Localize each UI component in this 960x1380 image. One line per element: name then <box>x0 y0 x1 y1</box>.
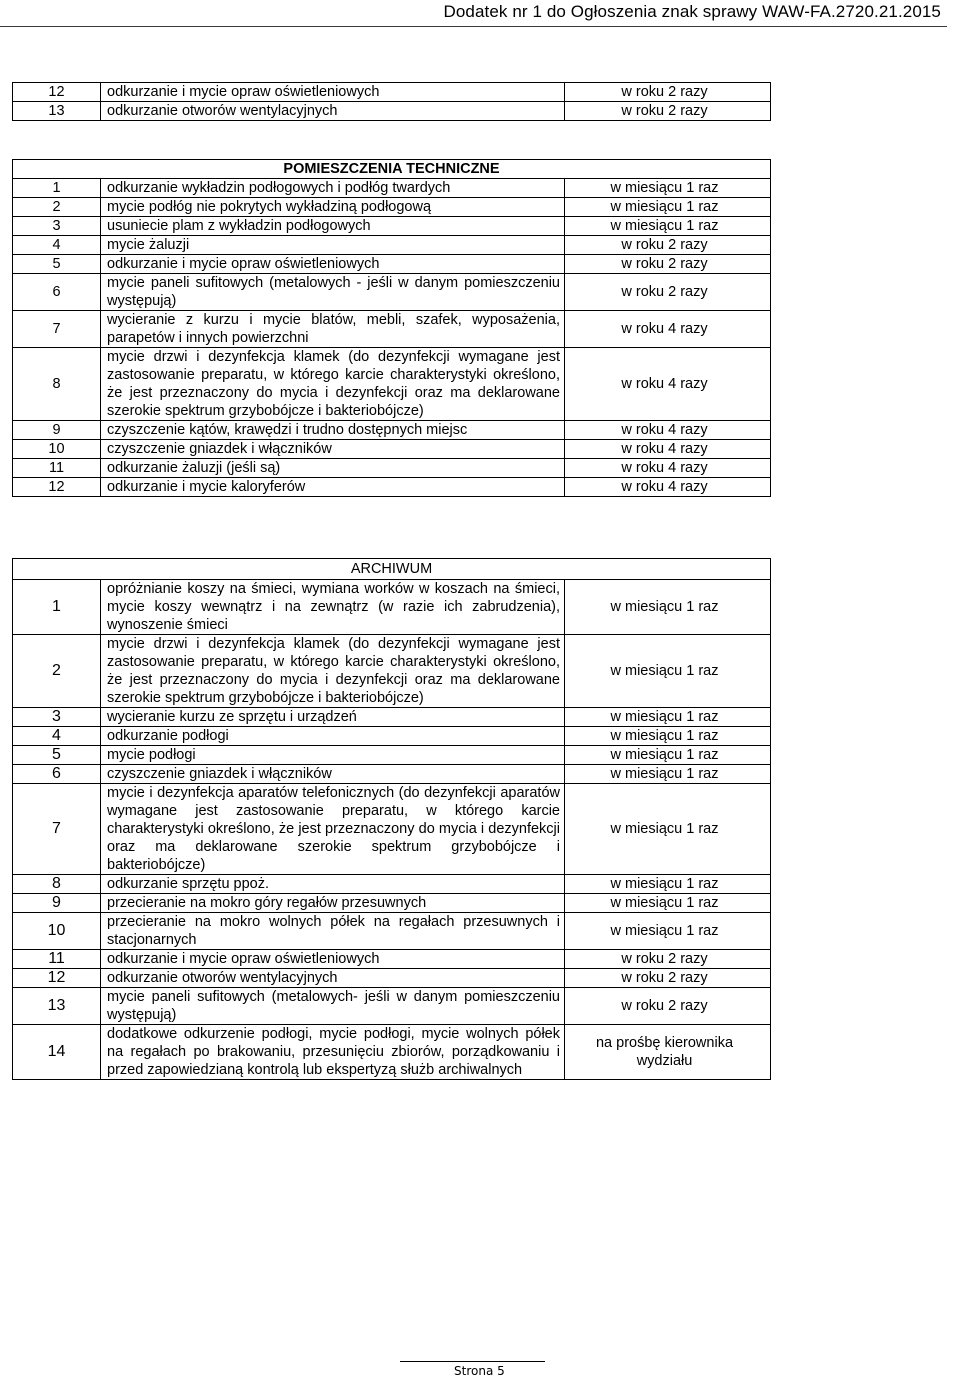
row-description: czyszczenie kątów, krawędzi i trudno dostępnych miejsc <box>101 421 565 440</box>
table-continuation <box>12 82 771 121</box>
row-description: mycie i dezynfekcja aparatów telefonicznych (do dezynfekcji aparatów wymagane jest zastosowanie preparatu, w którego karcie charakterystyki określono, że jest przeznaczony do mycia i dezynfekcji oraz ma deklarowane szerokie spektrum grzybobójcze i bakteriobójcze) <box>101 784 565 875</box>
row-frequency: w miesiącu 1 raz <box>565 198 771 217</box>
row-description: odkurzanie i mycie opraw oświetleniowych <box>101 255 565 274</box>
row-frequency: w roku 2 razy <box>565 274 771 311</box>
row-number: 8 <box>13 348 101 421</box>
row-description: odkurzanie podłogi <box>101 727 565 746</box>
table-title-row <box>13 559 771 580</box>
row-frequency: w miesiącu 1 raz <box>565 580 771 635</box>
row-description: czyszczenie gniazdek i włączników <box>101 765 565 784</box>
row-number: 4 <box>13 727 101 746</box>
row-description: odkurzanie żaluzji (jeśli są) <box>101 459 565 478</box>
row-description: wycieranie kurzu ze sprzętu i urządzeń <box>101 708 565 727</box>
row-description: mycie drzwi i dezynfekcja klamek (do dezynfekcji wymagane jest zastosowanie preparatu, w którego karcie charakterystyki określono, że jest przeznaczony do mycia i dezynfekcji oraz ma deklarowane szerokie spektrum grzybobójcze i bakteriobójcze) <box>101 348 565 421</box>
row-frequency: w miesiącu 1 raz <box>565 708 771 727</box>
table-row <box>13 746 771 765</box>
row-description: mycie podłogi <box>101 746 565 765</box>
row-frequency: w miesiącu 1 raz <box>565 784 771 875</box>
row-number: 8 <box>13 875 101 894</box>
row-number: 10 <box>13 440 101 459</box>
row-number: 10 <box>13 913 101 950</box>
row-number: 1 <box>13 179 101 198</box>
table-row <box>13 950 771 969</box>
row-frequency: w roku 4 razy <box>565 478 771 497</box>
row-description: mycie podłóg nie pokrytych wykładziną podłogową <box>101 198 565 217</box>
row-description: usuniecie plam z wykładzin podłogowych <box>101 217 565 236</box>
row-frequency: w roku 2 razy <box>565 83 771 102</box>
row-description: opróżnianie koszy na śmieci, wymiana worków w koszach na śmieci, mycie koszy wewnątrz i na zewnątrz (w razie ich zabrudzenia), wynoszenie śmieci <box>101 580 565 635</box>
row-number: 2 <box>13 635 101 708</box>
row-frequency: w roku 2 razy <box>565 969 771 988</box>
row-frequency: w roku 4 razy <box>565 440 771 459</box>
row-description: odkurzanie wykładzin podłogowych i podłóg twardych <box>101 179 565 198</box>
footer-rule <box>400 1361 545 1362</box>
table-row <box>13 875 771 894</box>
row-description: odkurzanie i mycie opraw oświetleniowych <box>101 83 565 102</box>
row-number: 2 <box>13 198 101 217</box>
row-frequency: w miesiącu 1 raz <box>565 765 771 784</box>
table-row <box>13 102 771 121</box>
row-description: wycieranie z kurzu i mycie blatów, mebli, szafek, wyposażenia, parapetów i innych powierzchni <box>101 311 565 348</box>
row-frequency: w roku 2 razy <box>565 102 771 121</box>
row-number: 13 <box>13 102 101 121</box>
table-row <box>13 708 771 727</box>
table-row <box>13 440 771 459</box>
row-number: 3 <box>13 708 101 727</box>
row-number: 13 <box>13 988 101 1025</box>
row-number: 5 <box>13 255 101 274</box>
row-frequency: w roku 2 razy <box>565 255 771 274</box>
row-description: mycie paneli sufitowych (metalowych- jeśli w danym pomieszczeniu występują) <box>101 988 565 1025</box>
page-number: Strona 5 <box>454 1364 505 1378</box>
row-frequency: w miesiącu 1 raz <box>565 635 771 708</box>
row-number: 3 <box>13 217 101 236</box>
table-row <box>13 421 771 440</box>
row-frequency: w miesiącu 1 raz <box>565 217 771 236</box>
row-description: odkurzanie sprzętu ppoż. <box>101 875 565 894</box>
row-frequency: w roku 4 razy <box>565 421 771 440</box>
row-description: dodatkowe odkurzenie podłogi, mycie podłogi, mycie wolnych półek na regałach po brakowaniu, przesunięciu zbiorów, porządkowaniu i przed zapowiedzianą kontrolą lub ekspertyzą służb archiwalnych <box>101 1025 565 1080</box>
table-archiwum <box>12 558 771 1080</box>
row-number: 6 <box>13 274 101 311</box>
row-frequency: w roku 4 razy <box>565 311 771 348</box>
row-frequency: na prośbę kierownika wydziału <box>565 1025 771 1080</box>
row-frequency: w roku 2 razy <box>565 988 771 1025</box>
table-row <box>13 765 771 784</box>
row-frequency: w miesiącu 1 raz <box>565 179 771 198</box>
row-frequency: w roku 4 razy <box>565 459 771 478</box>
row-number: 12 <box>13 83 101 102</box>
row-frequency: w roku 2 razy <box>565 236 771 255</box>
row-frequency: w miesiącu 1 raz <box>565 727 771 746</box>
row-number: 5 <box>13 746 101 765</box>
table-pomieszczenia-techniczne <box>12 159 771 497</box>
page-header <box>0 0 947 27</box>
table-row <box>13 894 771 913</box>
row-frequency: w miesiącu 1 raz <box>565 746 771 765</box>
header-title: Dodatek nr 1 do Ogłoszenia znak sprawy WAW-FA.2720.21.2015 <box>443 2 941 21</box>
row-description: odkurzanie otworów wentylacyjnych <box>101 102 565 121</box>
row-number: 9 <box>13 894 101 913</box>
row-description: przecieranie na mokro wolnych półek na regałach przesuwnych i stacjonarnych <box>101 913 565 950</box>
table-row <box>13 580 771 635</box>
table-row <box>13 635 771 708</box>
table-row <box>13 1025 771 1080</box>
row-number: 12 <box>13 478 101 497</box>
section-title: POMIESZCZENIA TECHNICZNE <box>13 160 771 179</box>
table-row <box>13 274 771 311</box>
row-description: mycie paneli sufitowych (metalowych - jeśli w danym pomieszczeniu występują) <box>101 274 565 311</box>
row-description: mycie żaluzji <box>101 236 565 255</box>
row-frequency: w miesiącu 1 raz <box>565 894 771 913</box>
table-row <box>13 236 771 255</box>
table-row <box>13 478 771 497</box>
table-row <box>13 198 771 217</box>
table-row <box>13 459 771 478</box>
row-description: odkurzanie i mycie opraw oświetleniowych <box>101 950 565 969</box>
table-row <box>13 727 771 746</box>
table-row <box>13 784 771 875</box>
row-number: 7 <box>13 784 101 875</box>
row-number: 6 <box>13 765 101 784</box>
table-row <box>13 179 771 198</box>
row-number: 7 <box>13 311 101 348</box>
row-number: 11 <box>13 459 101 478</box>
table-row <box>13 311 771 348</box>
table-row <box>13 83 771 102</box>
row-number: 1 <box>13 580 101 635</box>
row-description: mycie drzwi i dezynfekcja klamek (do dezynfekcji wymagane jest zastosowanie preparatu, w którego karcie charakterystyki określono, że jest przeznaczony do mycia i dezynfekcji oraz ma deklarowane szerokie spektrum grzybobójcze i bakteriobójcze) <box>101 635 565 708</box>
table-row <box>13 988 771 1025</box>
row-description: odkurzanie i mycie kaloryferów <box>101 478 565 497</box>
table-title-row <box>13 160 771 179</box>
row-frequency: w roku 4 razy <box>565 348 771 421</box>
row-description: odkurzanie otworów wentylacyjnych <box>101 969 565 988</box>
row-number: 4 <box>13 236 101 255</box>
row-number: 9 <box>13 421 101 440</box>
row-frequency: w miesiącu 1 raz <box>565 875 771 894</box>
row-number: 11 <box>13 950 101 969</box>
table-row <box>13 217 771 236</box>
table-row <box>13 913 771 950</box>
table-row <box>13 969 771 988</box>
row-number: 12 <box>13 969 101 988</box>
row-frequency: w roku 2 razy <box>565 950 771 969</box>
row-description: przecieranie na mokro góry regałów przesuwnych <box>101 894 565 913</box>
row-description: czyszczenie gniazdek i włączników <box>101 440 565 459</box>
row-number: 14 <box>13 1025 101 1080</box>
section-title: ARCHIWUM <box>13 559 771 580</box>
table-row <box>13 348 771 421</box>
table-row <box>13 255 771 274</box>
row-frequency: w miesiącu 1 raz <box>565 913 771 950</box>
